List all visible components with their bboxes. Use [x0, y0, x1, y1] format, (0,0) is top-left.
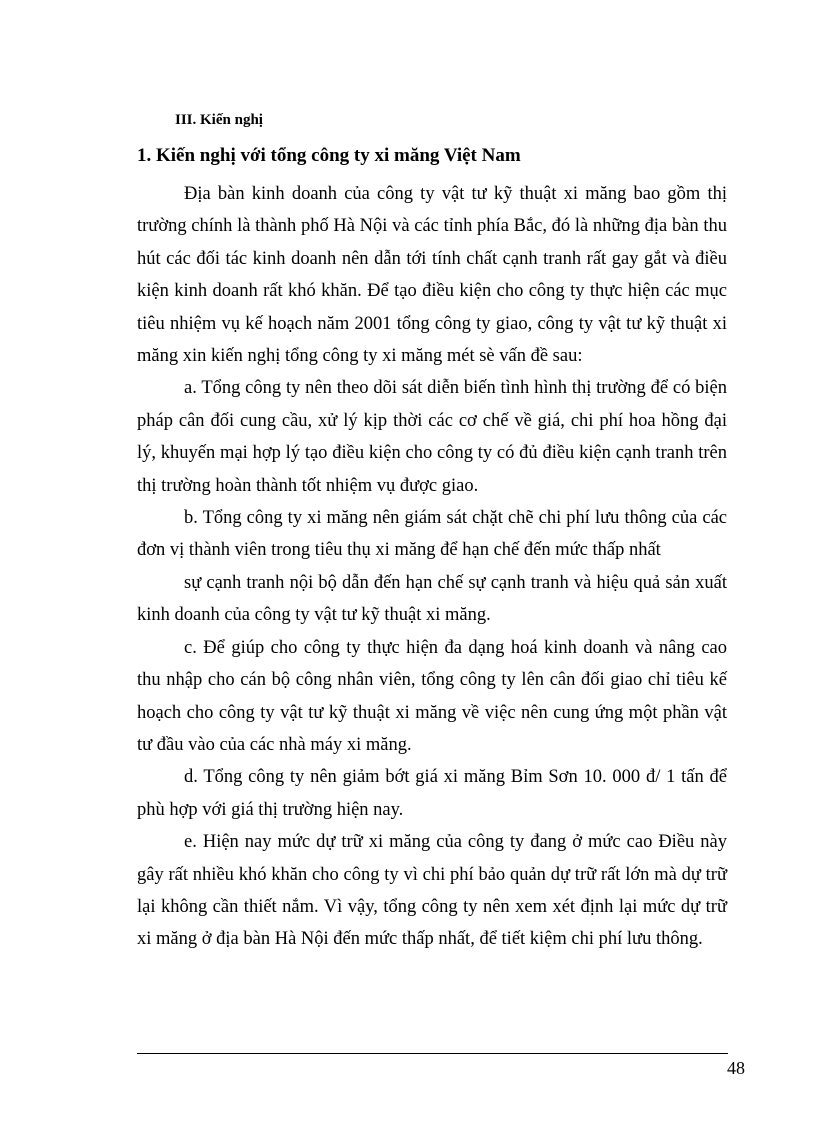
footer-divider: [137, 1053, 728, 1054]
paragraph-item-b-continued: sự cạnh tranh nội bộ dẫn đến hạn chế sự cạnh tranh và hiệu quả sản xuất kinh doanh của công ty vật tư kỹ thuật xi măng.: [137, 572, 727, 626]
subsection-heading: 1. Kiến nghị với tổng công ty xi măng Việt Nam: [137, 145, 521, 166]
section-heading: III. Kiến nghị: [175, 112, 263, 128]
paragraph-item-e: e. Hiện nay mức dự trữ xi măng của công ty đang ở mức cao Điều này gây rất nhiều khó khăn cho công ty vì chi phí bảo quản dự trữ rất lớn mà dự trữ lại không cần thiết nắm. Vì vậy, tổng công ty nên xem xét định lại mức dự trữ xi măng ở địa bàn Hà Nội đến mức thấp nhất, để tiết kiệm chi phí lưu thông.: [137, 832, 727, 950]
paragraph-item-a: a. Tổng công ty nên theo dõi sát diễn biến tình hình thị trường để có biện pháp cân đối cung cầu, xử lý kịp thời các cơ chế về giá, chi phí hoa hồng đại lý, khuyến mại hợp lý tạo điều kiện cho công ty có đủ điều kiện cạnh tranh trên thị trường hoàn thành tốt nhiệm vụ được giao.: [137, 378, 727, 496]
body-text: [137, 178, 727, 956]
paragraph-item-b: b. Tổng công ty xi măng nên giám sát chặt chẽ chi phí lưu thông của các đơn vị thành viên trong tiêu thụ xi măng để hạn chế đến mức thấp nhất: [137, 508, 727, 561]
page-number: 48: [727, 1058, 745, 1078]
paragraph-item-c: c. Để giúp cho công ty thực hiện đa dạng hoá kinh doanh và nâng cao thu nhập cho cán bộ công nhân viên, tổng công ty lên cân đối giao chỉ tiêu kế hoạch cho công ty vật tư kỹ thuật xi măng về việc nên cung ứng một phần vật tư đầu vào của các nhà máy xi măng.: [137, 637, 727, 755]
paragraph-intro: Địa bàn kinh doanh của công ty vật tư kỹ thuật xi măng bao gồm thị trường chính là thành phố Hà Nội và các tỉnh phía Bắc, đó là những địa bàn thu hút các đối tác kinh doanh nên dẫn tới tính chất cạnh tranh rất gay gắt và điều kiện kinh doanh rất khó khăn. Để tạo điều kiện cho công ty thực hiện các mục tiêu nhiệm vụ kế hoạch năm 2001 tổng công ty giao, công ty vật tư kỹ thuật xi măng xin kiến nghị tổng công ty xi măng mét sè vấn đề sau:: [137, 184, 727, 367]
paragraph-item-d: d. Tổng công ty nên giảm bớt giá xi măng Bỉm Sơn 10. 000 đ/ 1 tấn để phù hợp với giá thị trường hiện nay.: [137, 767, 727, 820]
